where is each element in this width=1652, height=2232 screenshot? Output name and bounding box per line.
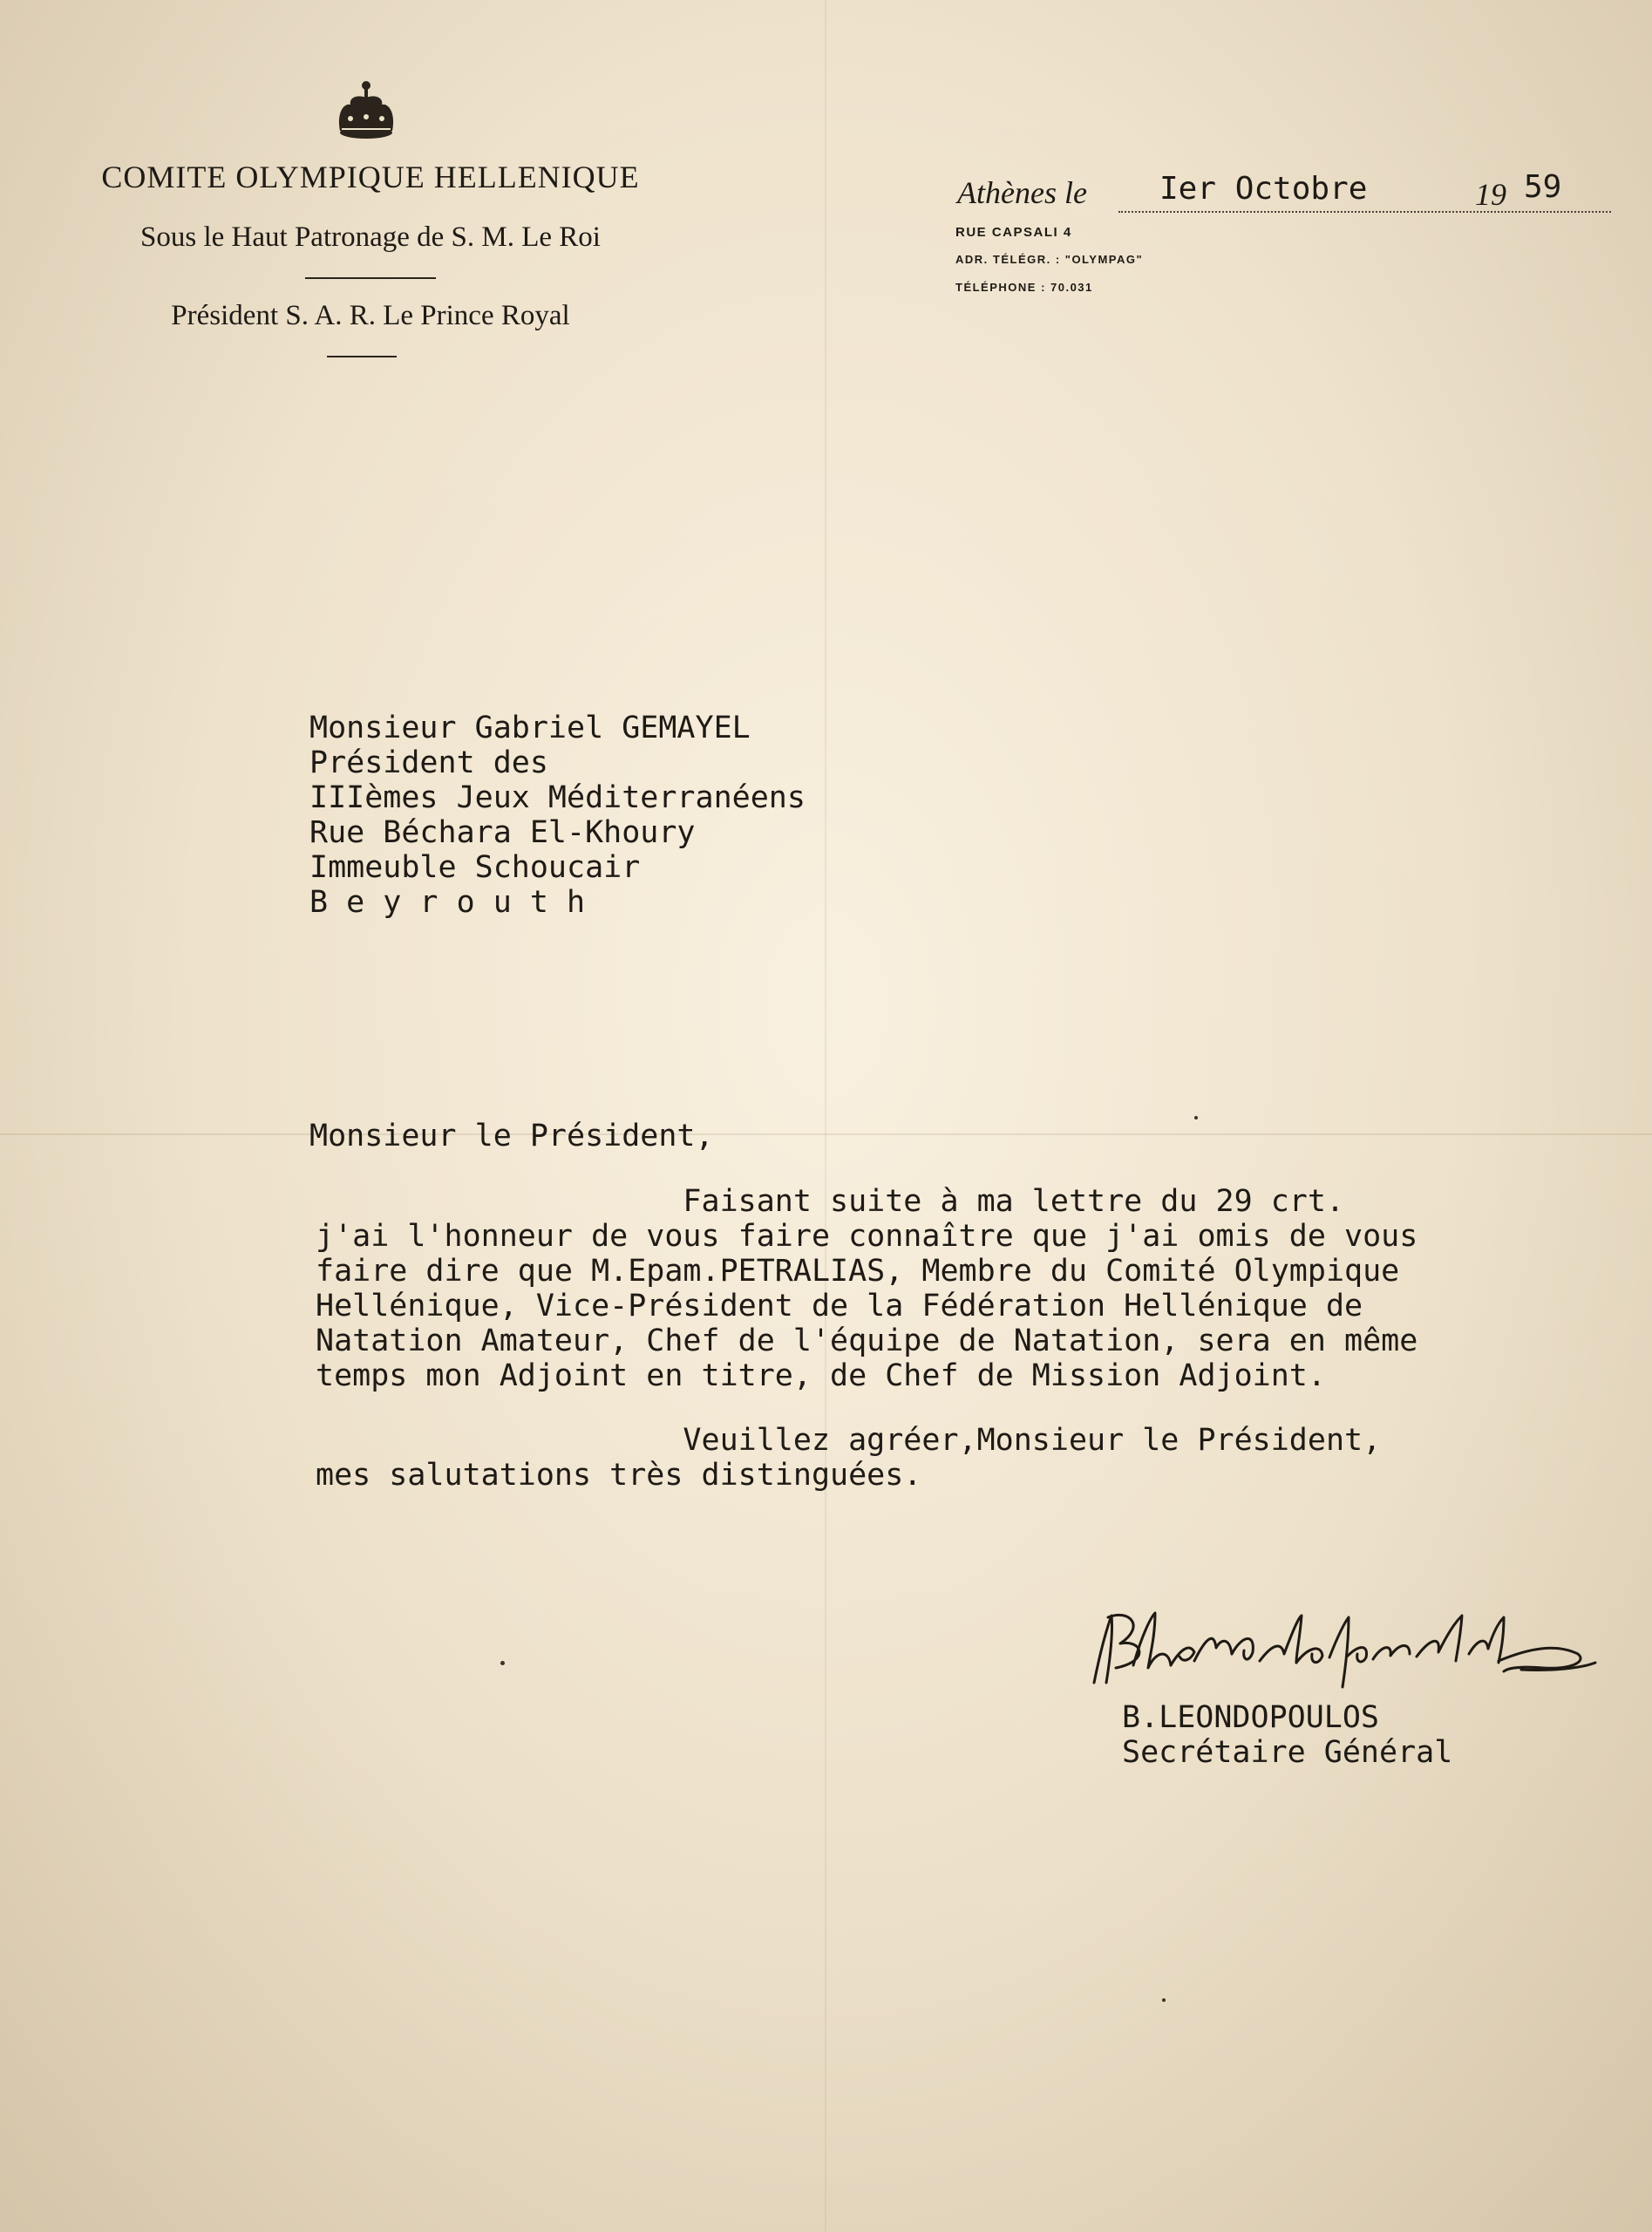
organization-name: COMITE OLYMPIQUE HELLENIQUE xyxy=(101,160,640,194)
recipient-city: B e y r o u t h xyxy=(309,885,586,920)
body-line: Faisant suite à ma lettre du 29 crt. xyxy=(316,1184,1345,1219)
closing xyxy=(316,1423,1381,1493)
recipient-event: IIIèmes Jeux Méditerranéens xyxy=(309,780,806,815)
telegram-line: ADR. TÉLÉGR. : "OLYMPAG" xyxy=(955,253,1144,266)
ink-speck xyxy=(1194,1116,1198,1119)
ink-speck xyxy=(500,1661,505,1665)
date-value: Ier Octobre xyxy=(1159,171,1368,207)
paper-fold-vertical xyxy=(825,0,826,2232)
address-line: RUE CAPSALI 4 xyxy=(955,225,1072,240)
body-line: faire dire que M.Epam.PETRALIAS, Membre du Comité Olympique xyxy=(316,1254,1400,1289)
patronage-line: Sous le Haut Patronage de S. M. Le Roi xyxy=(140,221,601,253)
date-line xyxy=(957,169,1567,218)
recipient-title: Président des xyxy=(309,745,548,780)
date-dotted-line xyxy=(1118,211,1611,213)
telephone-line: TÉLÉPHONE : 70.031 xyxy=(955,281,1093,294)
divider xyxy=(327,356,397,357)
body-line: temps mon Adjoint en titre, de Chef de Mission Adjoint. xyxy=(316,1358,1326,1393)
handwritten-signature xyxy=(1068,1600,1600,1696)
president-line: Président S. A. R. Le Prince Royal xyxy=(171,300,570,331)
recipient-address xyxy=(309,711,806,920)
signer-name: B.LEONDOPOULOS xyxy=(1122,1700,1380,1735)
divider xyxy=(305,277,436,279)
body-line: Hellénique, Vice-Président de la Fédération Hellénique de xyxy=(316,1289,1363,1324)
closing-line: mes salutations très distinguées. xyxy=(316,1458,922,1493)
date-city: Athènes le xyxy=(957,175,1087,210)
signer-block xyxy=(1122,1700,1452,1770)
year-suffix: 59 xyxy=(1524,169,1562,205)
recipient-building: Immeuble Schoucair xyxy=(309,850,641,885)
year-prefix: 19 xyxy=(1475,177,1506,212)
ink-speck xyxy=(1162,1998,1166,2002)
crown-icon xyxy=(331,78,401,144)
recipient-name: Monsieur Gabriel GEMAYEL xyxy=(309,711,751,745)
body-line: Natation Amateur, Chef de l'équipe de Natation, sera en même xyxy=(316,1324,1418,1358)
letter-body xyxy=(316,1184,1417,1393)
recipient-street: Rue Béchara El-Khoury xyxy=(309,815,696,850)
salutation: Monsieur le Président, xyxy=(309,1119,714,1153)
body-line: j'ai l'honneur de vous faire connaître que j'ai omis de vous xyxy=(316,1219,1418,1254)
signer-title: Secrétaire Général xyxy=(1122,1735,1453,1770)
closing-line: Veuillez agréer,Monsieur le Président, xyxy=(316,1423,1382,1458)
